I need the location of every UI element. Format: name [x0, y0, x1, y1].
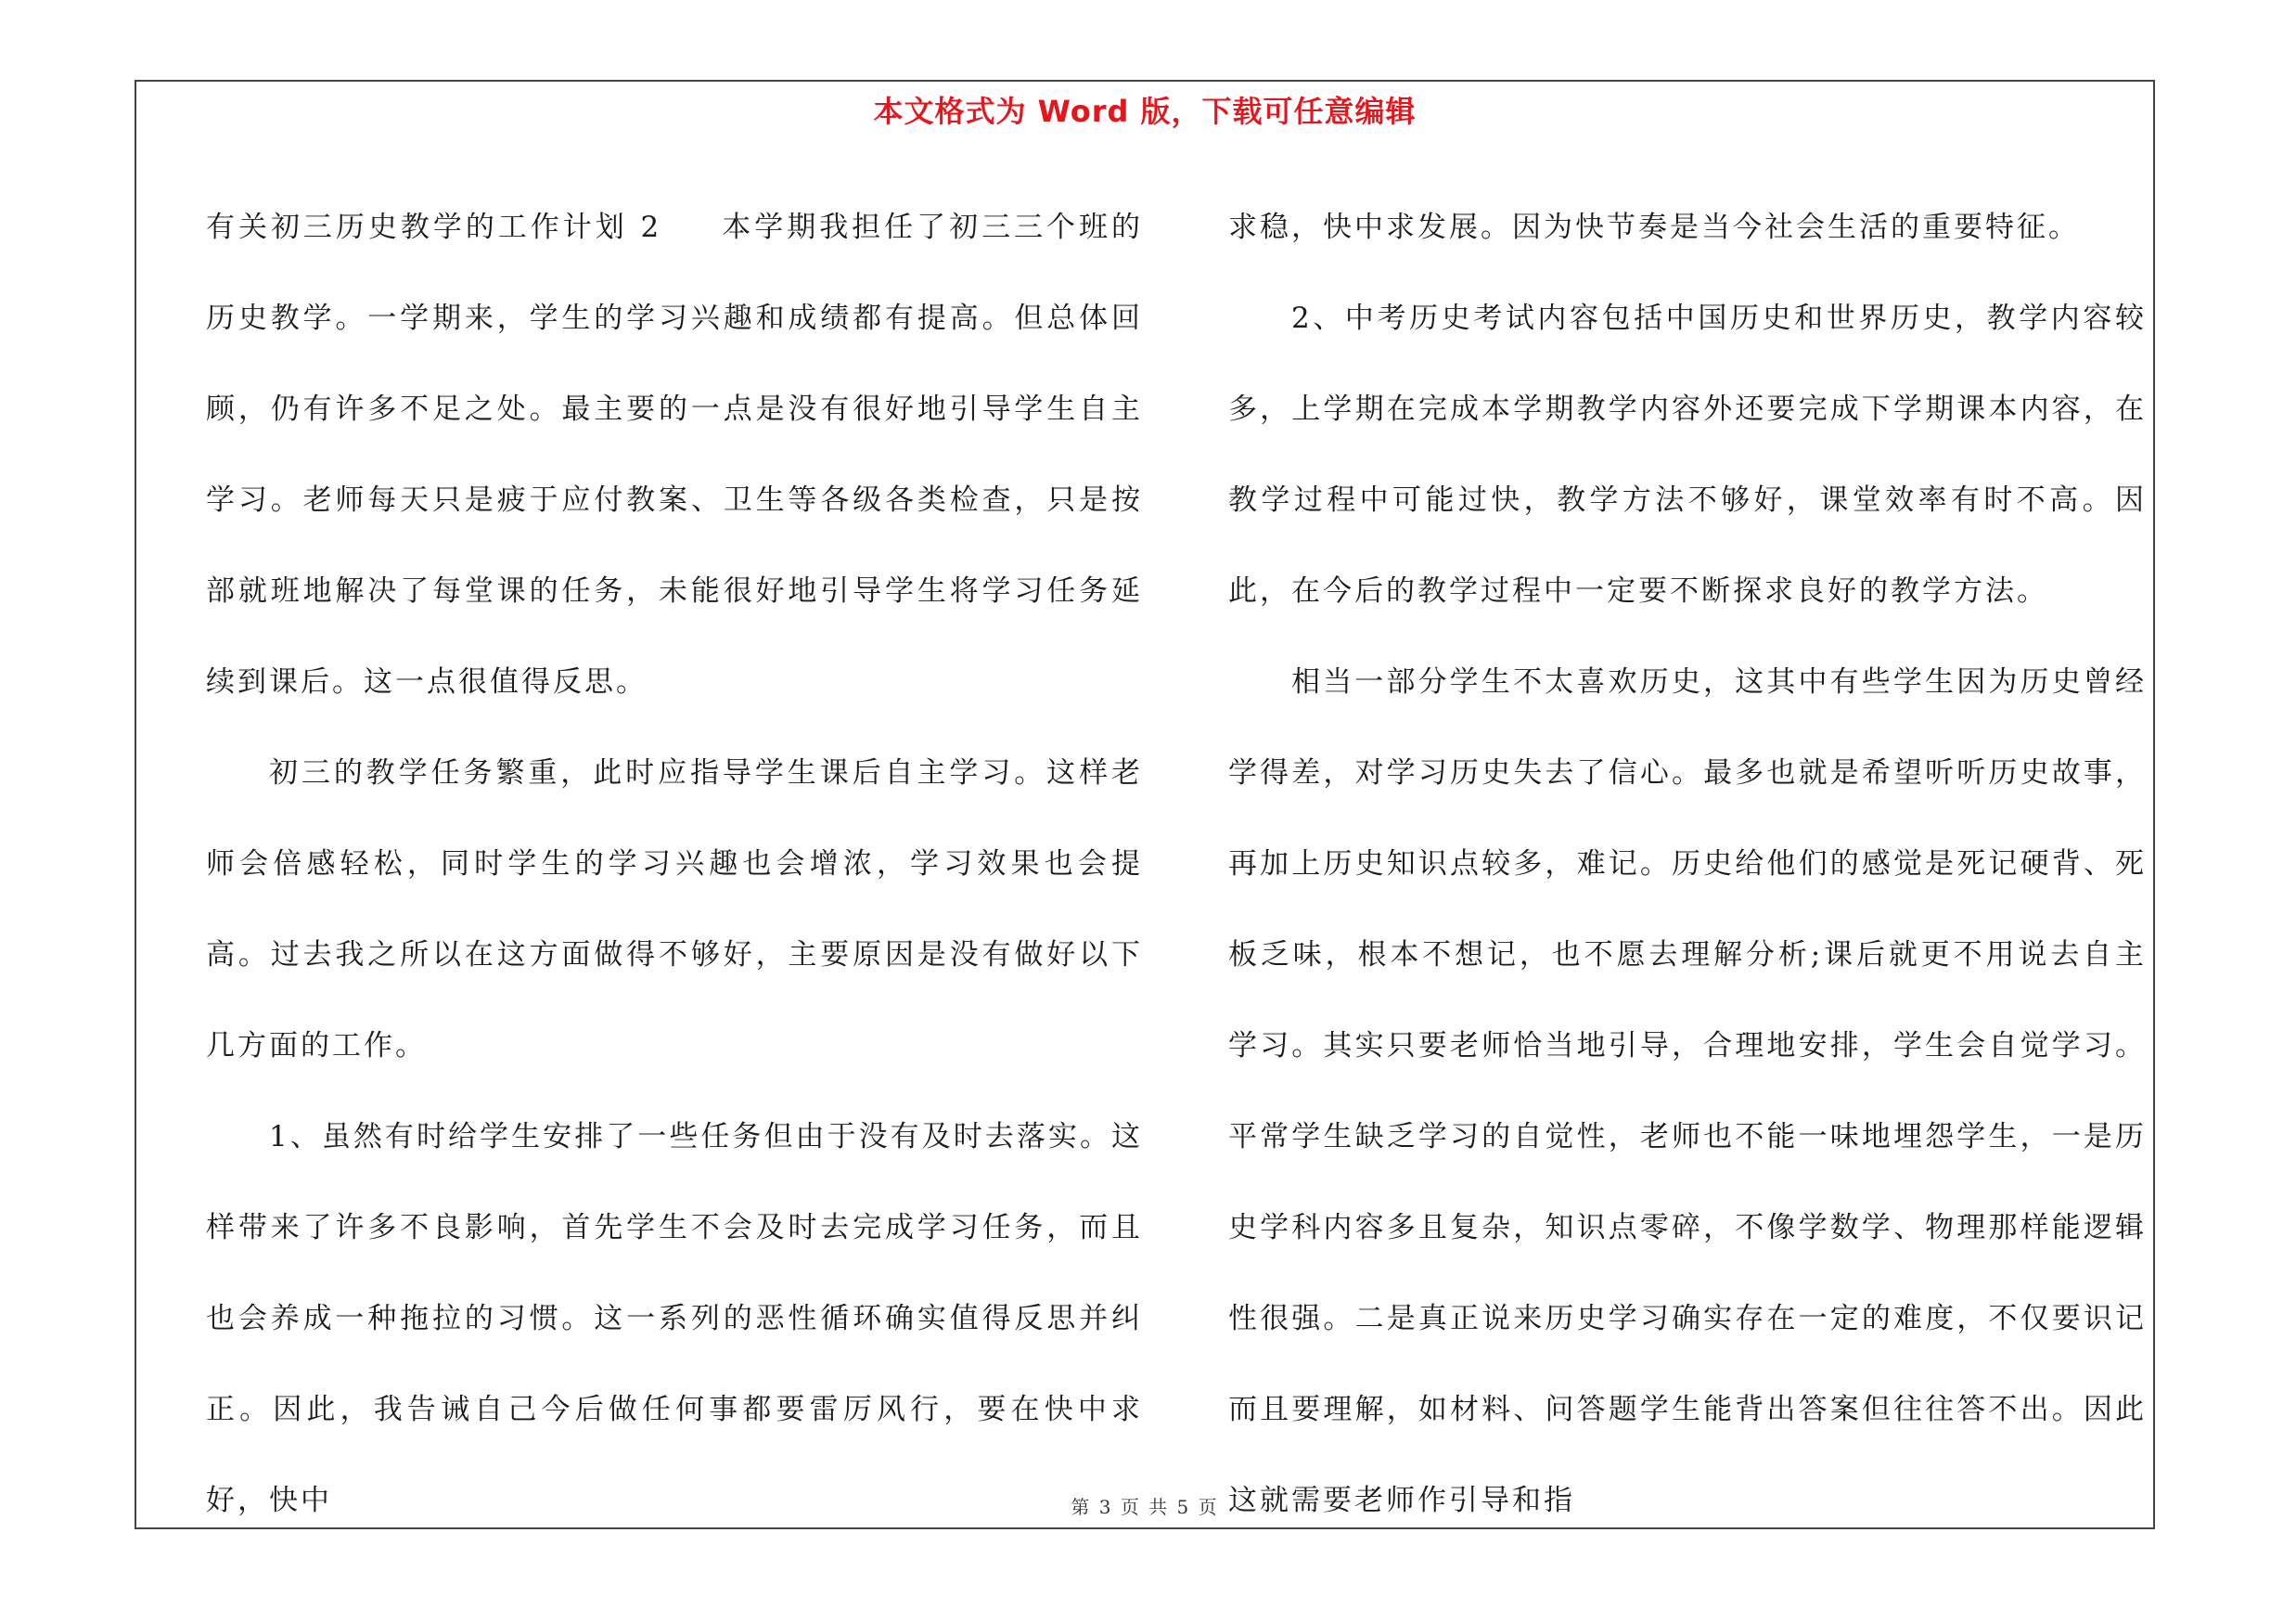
left-column — [206, 182, 1143, 1546]
paragraph-2: 初三的教学任务繁重，此时应指导学生课后自主学习。这样老师会倍感轻松，同时学生的学习兴趣也会增浓，学习效果也会提高。过去我之所以在这方面做得不够好，主要原因是没有做好以下几方面的工作。 — [206, 756, 1143, 1063]
word-format-banner: 本文格式为 Word 版，下载可任意编辑 — [873, 94, 1417, 129]
paragraph-4: 求稳，快中求发展。因为快节奏是当今社会生活的重要特征。 — [1228, 211, 2080, 244]
right-column — [1228, 182, 2147, 1546]
page-number-footer: 第 3 页 共 5 页 — [1071, 1496, 1219, 1518]
paragraph-1-text: 本学期我担任了初三三个班的历史教学。一学期来，学生的学习兴趣和成绩都有提高。但总体回顾，仍有许多不足之处。最主要的一点是没有很好地引导学生自主学习。老师每天只是疲于应付教案、卫生等各级各类检查，只是按部就班地解决了每堂课的任务，未能很好地引导学生将学习任务延续到课后。这一点很值得反思。 — [206, 211, 1144, 699]
paragraph-5: 2、中考历史考试内容包括中国历史和世界历史，教学内容较多，上学期在完成本学期教学内容外还要完成下学期课本内容，在教学过程中可能过快，教学方法不够好，课堂效率有时不高。因此，在今后的教学过程中一定要不断探求良好的教学方法。 — [1228, 302, 2147, 608]
document-title: 有关初三历史教学的工作计划 2 — [206, 211, 662, 244]
paragraph-3: 1、虽然有时给学生安排了一些任务但由于没有及时去落实。这样带来了许多不良影响，首先学生不会及时去完成学习任务，而且也会养成一种拖拉的习惯。这一系列的恶性循环确实值得反思并纠正。因此，我告诫自己今后做任何事都要雷厉风行，要在快中求好，快中 — [206, 1120, 1143, 1517]
paragraph-1 — [206, 182, 1143, 728]
paragraph-6: 相当一部分学生不太喜欢历史，这其中有些学生因为历史曾经学得差，对学习历史失去了信心。最多也就是希望听听历史故事，再加上历史知识点较多，难记。历史给他们的感觉是死记硬背、死板乏味，根本不想记，也不愿去理解分析;课后就更不用说去自主学习。其实只要老师恰当地引导，合理地安排，学生会自觉学习。平常学生缺乏学习的自觉性，老师也不能一味地埋怨学生，一是历史学科内容多且复杂，知识点零碎，不像学数学、物理那样能逻辑性很强。二是真正说来历史学习确实存在一定的难度，不仅要识记而且要理解，如材料、问答题学生能背出答案但往往答不出。因此这就需要老师作引导和指 — [1228, 665, 2147, 1517]
